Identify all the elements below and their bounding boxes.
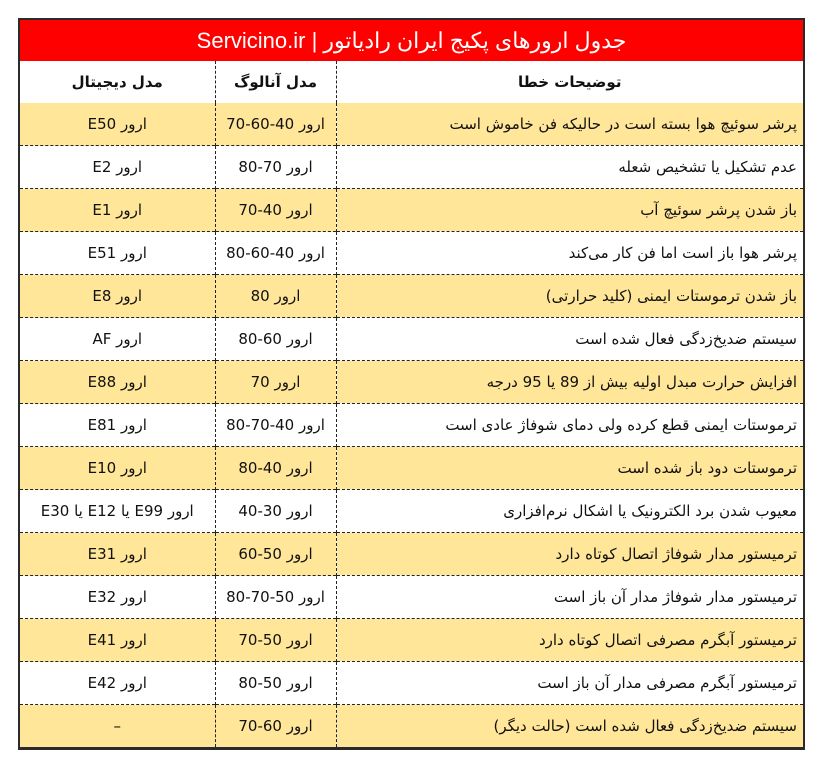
analog-code-cell: ارور 70-80 bbox=[215, 146, 336, 189]
digital-code-cell: ارور E8 bbox=[20, 275, 215, 318]
table-row bbox=[20, 404, 803, 447]
error-description-cell: ترمیستور آبگرم مصرفی اتصال کوتاه دارد bbox=[336, 619, 803, 662]
analog-code-cell: ارور 50-70-80 bbox=[215, 576, 336, 619]
error-description-cell: باز شدن ترموستات ایمنی (کلید حرارتی) bbox=[336, 275, 803, 318]
analog-code-cell: ارور 60-70 bbox=[215, 705, 336, 748]
error-description-cell: معیوب شدن برد الکترونیک یا اشکال نرم‌افزاری bbox=[336, 490, 803, 533]
digital-code-cell: ارور E42 bbox=[20, 662, 215, 705]
analog-code-cell: ارور 80 bbox=[215, 275, 336, 318]
digital-code-cell: ارور E51 bbox=[20, 232, 215, 275]
table-row bbox=[20, 533, 803, 576]
table-row bbox=[20, 318, 803, 361]
digital-code-cell: ارور E99 یا E12 یا E30 bbox=[20, 490, 215, 533]
analog-code-cell: ارور 70 bbox=[215, 361, 336, 404]
error-description-cell: ترمیستور مدار شوفاژ اتصال کوتاه دارد bbox=[336, 533, 803, 576]
digital-code-cell: – bbox=[20, 705, 215, 748]
header-row bbox=[20, 61, 803, 103]
error-description-cell: ترموستات دود باز شده است bbox=[336, 447, 803, 490]
digital-code-cell: ارور E2 bbox=[20, 146, 215, 189]
error-description-cell: عدم تشکیل یا تشخیص شعله bbox=[336, 146, 803, 189]
table-row bbox=[20, 275, 803, 318]
analog-code-cell: ارور 40-80 bbox=[215, 447, 336, 490]
digital-code-cell: ارور E41 bbox=[20, 619, 215, 662]
column-header-analog: مدل آنالوگ bbox=[215, 61, 336, 103]
error-description-cell: ترمیستور آبگرم مصرفی مدار آن باز است bbox=[336, 662, 803, 705]
table-row bbox=[20, 189, 803, 232]
digital-code-cell: ارور E31 bbox=[20, 533, 215, 576]
digital-code-cell: ارور AF bbox=[20, 318, 215, 361]
analog-code-cell: ارور 30-40 bbox=[215, 490, 336, 533]
error-description-cell: پرشر هوا باز است اما فن کار می‌کند bbox=[336, 232, 803, 275]
table-row bbox=[20, 103, 803, 146]
error-description-cell: پرشر سوئیچ هوا بسته است در حالیکه فن خاموش است bbox=[336, 103, 803, 146]
table-row bbox=[20, 232, 803, 275]
analog-code-cell: ارور 50-60 bbox=[215, 533, 336, 576]
error-description-cell: ترموستات ایمنی قطع کرده ولی دمای شوفاژ عادی است bbox=[336, 404, 803, 447]
analog-code-cell: ارور 40-60-80 bbox=[215, 232, 336, 275]
digital-code-cell: ارور E10 bbox=[20, 447, 215, 490]
analog-code-cell: ارور 40-70-80 bbox=[215, 404, 336, 447]
error-table bbox=[20, 61, 803, 747]
error-description-cell: سیستم ضدیخ‌زدگی فعال شده است bbox=[336, 318, 803, 361]
table-row bbox=[20, 705, 803, 748]
column-header-digital: مدل دیجیتال bbox=[20, 61, 215, 103]
table-row bbox=[20, 361, 803, 404]
table-row bbox=[20, 662, 803, 705]
digital-code-cell: ارور E1 bbox=[20, 189, 215, 232]
table-row bbox=[20, 447, 803, 490]
digital-code-cell: ارور E81 bbox=[20, 404, 215, 447]
digital-code-cell: ارور E32 bbox=[20, 576, 215, 619]
analog-code-cell: ارور 50-80 bbox=[215, 662, 336, 705]
digital-code-cell: ارور E88 bbox=[20, 361, 215, 404]
analog-code-cell: ارور 40-60-70 bbox=[215, 103, 336, 146]
error-description-cell: باز شدن پرشر سوئیچ آب bbox=[336, 189, 803, 232]
analog-code-cell: ارور 40-70 bbox=[215, 189, 336, 232]
column-header-description: توضیحات خطا bbox=[336, 61, 803, 103]
table-row bbox=[20, 490, 803, 533]
analog-code-cell: ارور 60-80 bbox=[215, 318, 336, 361]
error-description-cell: ترمیستور مدار شوفاژ مدار آن باز است bbox=[336, 576, 803, 619]
error-description-cell: سیستم ضدیخ‌زدگی فعال شده است (حالت دیگر) bbox=[336, 705, 803, 748]
table-row bbox=[20, 576, 803, 619]
table-title: جدول ارورهای پکیج ایران رادیاتور | Servicino.ir bbox=[20, 20, 803, 61]
digital-code-cell: ارور E50 bbox=[20, 103, 215, 146]
error-codes-table bbox=[18, 18, 805, 750]
table-row bbox=[20, 619, 803, 662]
table-row bbox=[20, 146, 803, 189]
error-description-cell: افزایش حرارت مبدل اولیه بیش از 89 یا 95 درجه bbox=[336, 361, 803, 404]
analog-code-cell: ارور 50-70 bbox=[215, 619, 336, 662]
